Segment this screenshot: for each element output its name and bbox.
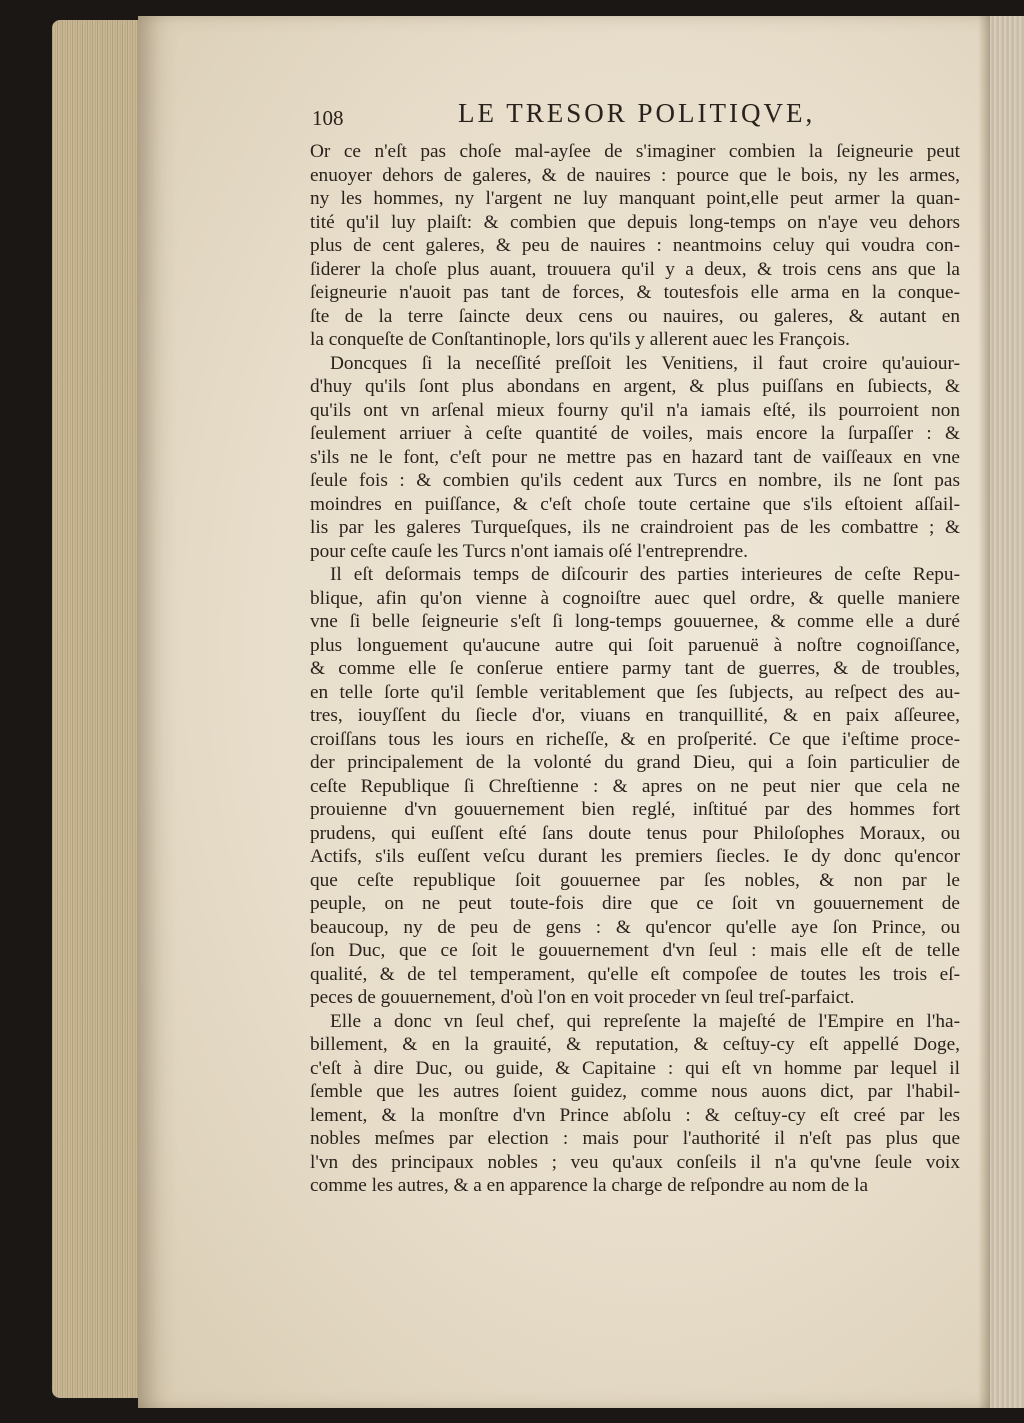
paragraph: [310, 1010, 960, 1198]
text-line: moindres en puiſſance, & c'eſt choſe toute certaine que s'ils eſtoient aſſail-: [310, 493, 960, 515]
page-number: 108: [312, 106, 344, 130]
book-page-edges-left: [52, 20, 144, 1398]
text-line: que ceſte republique ſoit gouuernee par ſes nobles, & non par le: [310, 869, 960, 891]
text-line: prouienne d'vn gouuernement bien reglé, inſtitué par des hommes fort: [310, 799, 960, 820]
running-head: [310, 96, 960, 140]
text-line: plus longuement qu'aucune autre qui ſoit paruenuë à noſtre cognoiſſance,: [310, 634, 960, 656]
text-line: ſte de la terre ſaincte deux cens ou nauires, ou galeres, & autant en: [310, 305, 960, 327]
text-line: ny les hommes, ny l'argent ne luy manquant point,elle peut armer la quan-: [310, 188, 960, 209]
text-line: en telle ſorte qu'il ſemble veritablement que ſes ſubjects, au reſpect des au-: [310, 681, 960, 703]
text-line: Il eſt deſormais temps de diſcourir des parties interieures de ceſte Repu-: [330, 564, 960, 585]
text-line: ſeulement arriuer à ceſte quantité de voiles, mais encore la ſurpaſſer : &: [310, 423, 960, 444]
text-line: la conqueſte de Conſtantinople, lors qu'ils y allerent auec les François.: [310, 329, 850, 350]
paragraph: [310, 352, 960, 564]
text-line: c'eſt à dire Duc, ou guide, & Capitaine : qui eſt vn homme par lequel il: [310, 1057, 960, 1079]
text-line: plus de cent galeres, & peu de nauires : neantmoins celuy qui voudra con-: [310, 235, 960, 256]
text-line: ſiderer la choſe plus auant, trouuera qu'il y a deux, & trois cens ans que la: [310, 258, 960, 280]
text-line: s'ils ne le font, c'eſt pour ne mettre pas en hazard tant de vaiſſeaux en vne: [310, 446, 960, 468]
text-line: qu'ils ont vn arſenal mieux fourny qu'il n'a iamais eſté, ils pourroient non: [310, 399, 960, 421]
text-line: tité qu'il luy plaiſt: & combien que depuis long-temps on n'aye veu dehors: [310, 211, 960, 233]
text-line: qualité, & de tel temperament, qu'elle eſt compoſee de toutes les trois eſ-: [310, 963, 960, 985]
text-line: Or ce n'eſt pas choſe mal-ayſee de s'imaginer combien la ſeigneurie peut: [310, 141, 960, 162]
facing-page-edge: [990, 16, 1024, 1408]
text-line: l'vn des principaux nobles ; veu qu'aux conſeils il n'a qu'vne ſeule voix: [310, 1151, 960, 1173]
text-line: der principalement de la volonté du grand Dieu, qui a ſoin particulier de: [310, 752, 960, 773]
text-line: Elle a donc vn ſeul chef, qui repreſente la majeſté de l'Empire en l'ha-: [330, 1010, 960, 1032]
text-line: ſemble que les autres ſoient guidez, comme nous auons dict, par l'habil-: [310, 1081, 960, 1102]
text-block: [310, 96, 960, 1198]
text-line: d'huy qu'ils ſont plus abondans en argent, & plus puiſſans en ſubiects, &: [310, 376, 960, 397]
text-line: ſon Duc, que ce ſoit le gouuernement d'vn ſeul : mais elle eſt de telle: [310, 940, 960, 961]
text-line: peuple, on ne peut toute-fois dire que ce ſoit vn gouuernement de: [310, 893, 960, 914]
text-line: Doncques ſi la neceſſité preſſoit les Venitiens, il faut croire qu'auiour-: [330, 352, 960, 374]
text-line: prudens, qui euſſent eſté ſans doute tenus pour Philoſophes Moraux, ou: [310, 822, 960, 844]
text-line: peces de gouuernement, d'où l'on en voit proceder vn ſeul treſ-parfaict.: [310, 987, 855, 1008]
running-title: LE TRESOR POLITIQVE,: [458, 98, 816, 128]
text-line: nobles meſmes par election : mais pour l'authorité il n'eſt pas plus que: [310, 1128, 960, 1149]
text-line: Actifs, s'ils euſſent veſcu durant les premiers ſiecles. Ie dy donc qu'encor: [310, 846, 960, 867]
text-line: pour ceſte cauſe les Turcs n'ont iamais oſé l'entreprendre.: [310, 540, 748, 562]
body-text: [310, 140, 960, 1198]
text-line: croiſſans tous les iours en richeſſe, & en proſperité. Ce que i'eſtime proce-: [310, 728, 960, 750]
text-line: enuoyer dehors de galeres, & de nauires : pource que le bois, ny les armes,: [310, 164, 960, 186]
paragraph: [310, 140, 960, 352]
text-line: vne ſi belle ſeigneurie s'eſt ſi long-temps gouuernee, & comme elle a duré: [310, 611, 960, 632]
text-line: & comme elle ſe conſerue entiere parmy tant de guerres, & de troubles,: [310, 658, 960, 679]
text-line: lis par les galeres Turqueſques, ils ne craindroient pas de les combattre ; &: [310, 517, 960, 538]
text-line: beaucoup, ny de peu de gens : & qu'encor qu'elle aye ſon Prince, ou: [310, 916, 960, 938]
paragraph: [310, 563, 960, 1010]
text-line: tres, iouyſſent du ſiecle d'or, viuans en tranquillité, & en paix aſſeuree,: [310, 705, 960, 726]
text-line: ſeigneurie n'auoit pas tant de forces, & toutesfois elle arma en la conque-: [310, 282, 960, 303]
text-line: ceſte Republique ſi Chreſtienne : & apres on ne peut nier que cela ne: [310, 775, 960, 797]
text-line: billement, & en la grauité, & reputation, & ceſtuy-cy eſt appellé Doge,: [310, 1034, 960, 1055]
text-line: comme les autres, & a en apparence la charge de reſpondre au nom de la: [310, 1175, 869, 1196]
text-line: lement, & la monſtre d'vn Prince abſolu : & ceſtuy-cy eſt creé par les: [310, 1104, 960, 1126]
text-line: ſeule fois : & combien qu'ils cedent aux Turcs en nombre, ils ne ſont pas: [310, 470, 960, 491]
text-line: blique, afin qu'on vienne à cognoiſtre auec quel ordre, & quelle maniere: [310, 587, 960, 609]
